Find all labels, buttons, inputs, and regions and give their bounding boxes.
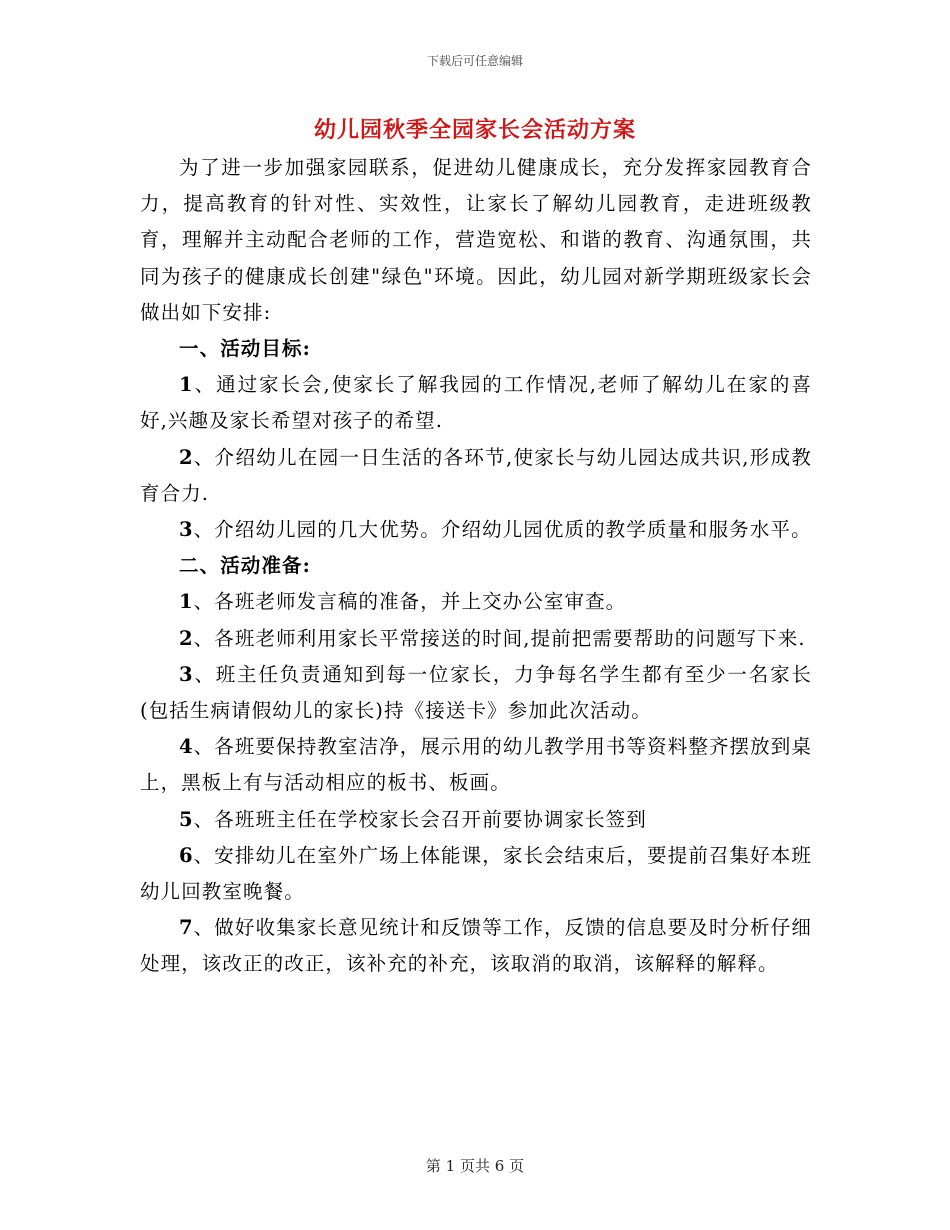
preparation-item [140,910,812,982]
item-number: 7 [179,916,194,940]
preparation-item [140,621,812,657]
item-text: 、介绍幼儿在园一日生活的各环节,使家长与幼儿园达成共识,形成教育合力. [140,445,812,505]
item-number: 1 [179,590,194,614]
goal-item [140,367,812,439]
goal-item [140,440,812,512]
item-text: 、各班老师利用家长平常接送的时间,提前把需要帮助的问题写下来. [193,626,806,650]
item-number: 3 [179,518,194,542]
item-text: 、通过家长会,使家长了解我园的工作情况,老师了解幼儿在家的喜好,兴趣及家长希望对孩子的希望. [140,373,812,433]
preparation-item [140,584,812,620]
item-number: 3 [179,662,194,686]
document-body [140,150,812,983]
item-text: 、安排幼儿在室外广场上体能课，家长会结束后，要提前召集好本班幼儿回教室晚餐。 [140,843,812,904]
item-text: 、各班要保持教室洁净，展示用的幼儿教学用书等资料整齐摆放到桌上，黑板上有与活动相应的板书、板画。 [140,735,812,795]
item-text: 、班主任负责通知到每一位家长，力争每名学生都有至少一名家长(包括生病请假幼儿的家长)持《接送卡》参加此次活动。 [140,662,812,723]
intro-paragraph: 为了进一步加强家园联系，促进幼儿健康成长，充分发挥家园教育合力，提高教育的针对性、实效性，让家长了解幼儿园教育，走进班级教育，理解并主动配合老师的工作，营造宽松、和谐的教育、沟通氛围，共同为孩子的健康成长创建"绿色"环境。因此，幼儿园对新学期班级家长会做出如下安排: [140,156,812,324]
item-number: 4 [179,735,194,759]
item-number: 2 [179,626,194,650]
header-note: 下载后可任意编辑 [426,54,523,68]
page-footer: 第 1 页共 6 页 [425,1157,525,1175]
item-text: 、做好收集家长意见统计和反馈等工作，反馈的信息要及时分析仔细处理，该改正的改正，该补充的补充，该取消的取消，该解释的解释。 [140,916,812,976]
preparation-item [140,729,812,801]
preparation-item [140,657,812,729]
item-text: 、各班班主任在学校家长会召开前要协调家长签到 [193,807,647,831]
item-number: 2 [179,445,194,469]
section-heading-preparation: 二、活动准备: [179,554,311,578]
item-number: 6 [179,843,194,867]
item-text: 、介绍幼儿园的几大优势。介绍幼儿园优质的教学质量和服务水平。 [193,518,812,542]
item-number: 1 [179,373,194,397]
item-text: 、各班老师发言稿的准备，并上交办公室审查。 [193,590,627,614]
preparation-item [140,838,812,910]
document-title: 幼儿园秋季全园家长会活动方案 [313,117,636,143]
section-heading-goals: 一、活动目标: [179,337,311,361]
item-number: 5 [179,807,194,831]
preparation-item [140,802,812,838]
goal-item [140,512,812,548]
